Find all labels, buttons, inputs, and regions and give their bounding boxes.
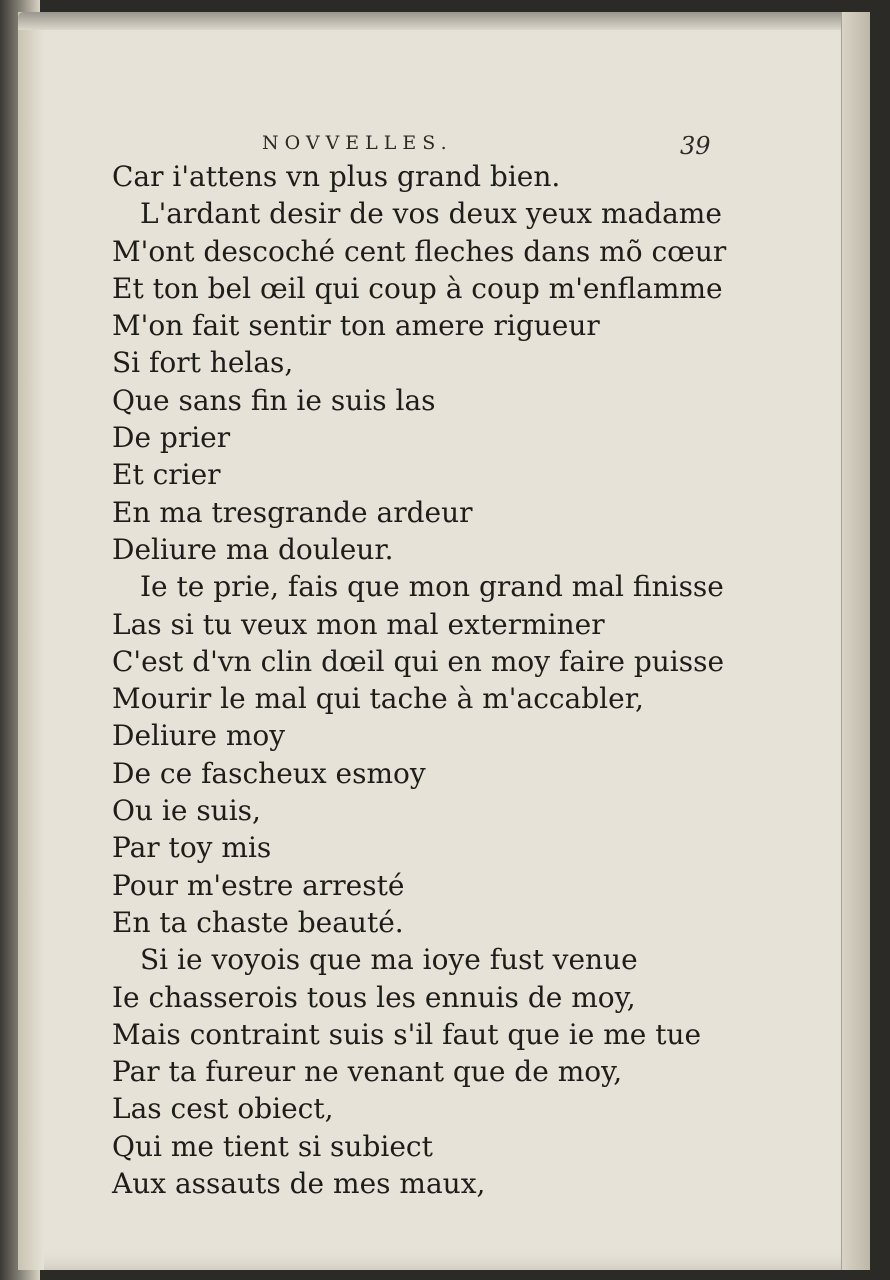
page-edge-top: [18, 12, 870, 30]
text-line: Que sans fin ie suis las: [112, 383, 436, 417]
page-gutter: [18, 12, 44, 1270]
text-line: Ou ie suis,: [112, 794, 261, 828]
text-line: Ie chasserois tous les ennuis de moy,: [112, 980, 636, 1014]
text-line: Las cest obiect,: [112, 1092, 334, 1126]
text-line: Mais contraint suis s'il faut que ie me tue: [112, 1017, 702, 1051]
text-line: M'on fait sentir ton amere rigueur: [112, 309, 600, 343]
text-line: En ma tresgrande ardeur: [112, 495, 473, 529]
text-line: Ie te prie, fais que mon grand mal finisse: [140, 570, 724, 604]
poem-text: [112, 158, 772, 1202]
text-line: Deliure ma douleur.: [112, 532, 394, 566]
text-line: Si fort helas,: [112, 346, 294, 380]
text-line: Et ton bel œil qui coup à coup m'enflamme: [112, 271, 723, 305]
text-line: De ce fascheux esmoy: [112, 756, 426, 790]
text-line: Las si tu veux mon mal exterminer: [112, 607, 605, 641]
text-line: Qui me tient si subiect: [112, 1129, 433, 1163]
text-line: Pour m'estre arresté: [112, 868, 405, 902]
text-line: Car i'attens vn plus grand bien.: [112, 160, 561, 193]
text-line: Par toy mis: [112, 831, 272, 865]
text-line: De prier: [112, 421, 231, 455]
text-line: C'est d'vn clin dœil qui en moy faire puisse: [112, 644, 725, 678]
text-line: Deliure moy: [112, 719, 286, 753]
text-line: Aux assauts de mes maux,: [112, 1167, 486, 1201]
running-head: NOVVELLES.: [262, 132, 453, 154]
text-line: L'ardant desir de vos deux yeux madame: [140, 197, 722, 231]
text-line: Par ta fureur ne venant que de moy,: [112, 1055, 623, 1089]
text-line: Si ie voyois que ma ioye fust venue: [140, 943, 638, 977]
text-line: En ta chaste beauté.: [112, 905, 404, 939]
page-number: 39: [680, 132, 711, 160]
text-line: M'ont descoché cent fleches dans mõ cœur: [112, 234, 727, 268]
page-edge-right: [841, 12, 870, 1270]
text-line: Mourir le mal qui tache à m'accabler,: [112, 682, 644, 716]
text-line: Et crier: [112, 458, 221, 492]
